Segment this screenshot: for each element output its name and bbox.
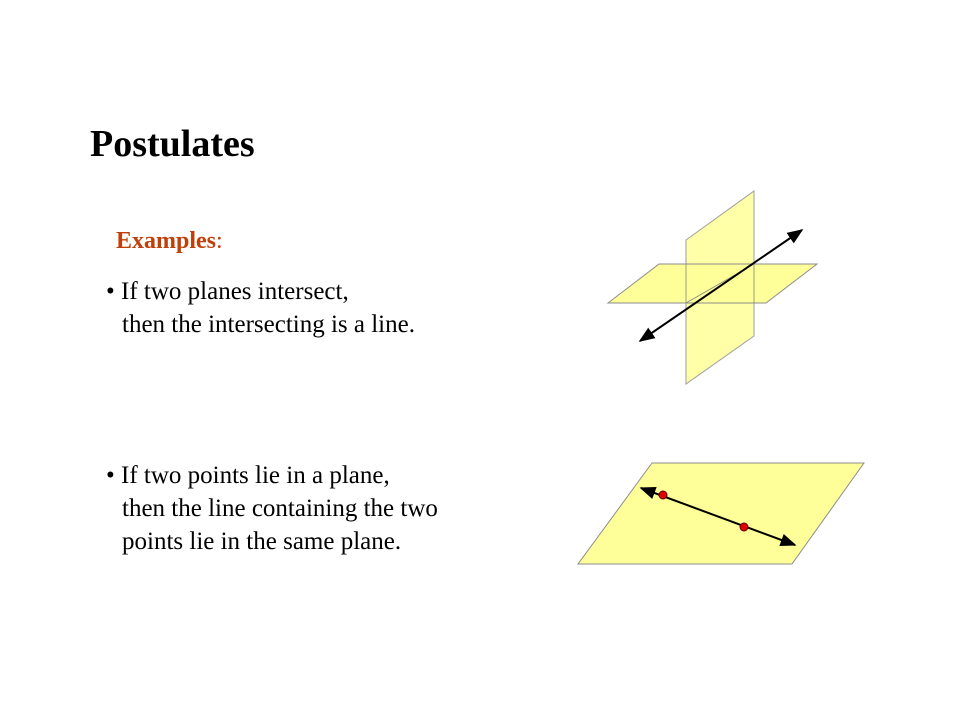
page-title: Postulates [90,123,255,165]
example-2-line-1-text: If two points lie in a plane, [121,462,390,489]
plane-parallelogram [578,463,864,564]
bullet-symbol: • [106,462,115,489]
bullet-symbol: • [106,278,115,305]
intersecting-planes-figure [608,191,817,384]
example-2-line-3: points lie in the same plane. [122,528,402,555]
point-a [659,491,667,499]
examples-label-colon: : [216,228,223,254]
example-2-line-2: then the line containing the two [122,495,438,522]
example-1-line-1-text: If two planes intersect, [121,278,349,305]
plane-with-line-figure [578,463,864,564]
example-1-line-2: then the intersecting is a line. [122,311,415,338]
vertical-plane [686,191,754,384]
examples-label-text: Examples [116,228,217,254]
point-b [740,523,748,531]
